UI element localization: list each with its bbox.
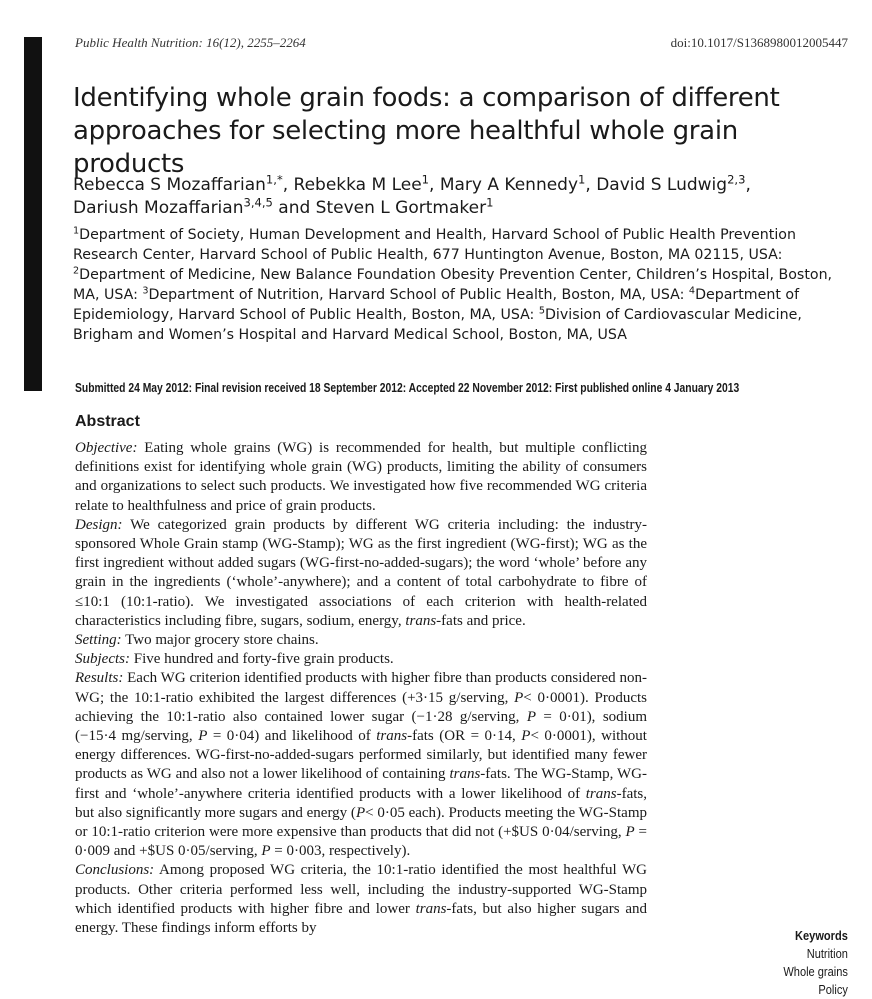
- author[interactable]: Steven L Gortmaker: [315, 198, 487, 218]
- author[interactable]: Rebekka M Lee: [293, 175, 422, 195]
- keyword-item[interactable]: Whole grains: [783, 964, 848, 979]
- author[interactable]: David S Ludwig: [596, 175, 728, 195]
- journal-citation: Public Health Nutrition: 16(12), 2255–2264: [75, 35, 306, 50]
- abstract-conclusions: Conclusions: Among proposed WG criteria, the 10:1-ratio identified the most healthful WG products. Other criteria performed less well, including the industry-supported WG-Stamp which identified products with higher fibre and lower trans-fats, but also higher sugars and energy. These findings inform efforts by: [75, 862, 647, 937]
- author-list: Rebecca S Mozaffarian$^{1,*}$, Rebekka M Lee$^1$, Mary A Kennedy$^1$, David S Ludwig$^{2,3}$, Dariush Mozaffarian$^{3,4,5}$ and Steven L Gortmaker$^1$: [73, 172, 751, 218]
- author[interactable]: Mary A Kennedy: [439, 175, 579, 195]
- abstract-objective: Objective: Eating whole grains (WG) is recommended for health, but multiple conflicting definitions exist for identifying whole grain (WG) products, limiting the ability of consumers and organizations to select such products. We investigated how five recommended WG criteria relate to healthfulness and price of grain products.: [75, 440, 647, 514]
- author[interactable]: Dariush Mozaffarian: [73, 198, 244, 218]
- affiliations: $^1$Department of Society, Human Development and Health, Harvard School of Public Health Prevention Research Center, Harvard School of Public Health, 677 Huntington Avenue, Boston, MA 02115, USA: $^2$Department of Medicine, New Balance Foundation Obesity Prevention Center, Children’s Hospital, Boston, MA, USA: $^3$Department of Nutrition, Harvard School of Public Health, Boston, MA, USA: $^4$Department of Epidemiology, Harvard School of Public Health, Boston, MA, USA: $^5$Division of Cardiovascular Medicine, Brigham and Women’s Hospital and Harvard Medical School, Boston, MA, USA: [73, 225, 833, 343]
- keywords-box: [772, 927, 848, 999]
- author[interactable]: Rebecca S Mozaffarian: [73, 175, 266, 195]
- keywords-heading: Keywords: [795, 928, 848, 943]
- abstract-design: Design: We categorized grain products by different WG criteria including: the industry-sponsored Whole Grain stamp (WG-Stamp); WG as the first ingredient (WG-first); WG as the first ingredient without added sugars (WG-first-no-added-sugars); the word ‘whole’ before any grain in the ingredients (‘whole’-anywhere); and a content of total carbohydrate to fibre of ≤10:1 (10:1-ratio). We investigated associations of each criterion with health-related characteristics including fibre, sugars, sodium, energy, trans-fats and price.: [75, 516, 647, 629]
- keyword-item[interactable]: Policy: [818, 982, 848, 997]
- abstract-subjects: Subjects: Five hundred and forty-five grain products.: [75, 651, 394, 668]
- abstract-heading: Abstract: [75, 413, 140, 430]
- keyword-item[interactable]: Nutrition: [806, 946, 848, 961]
- doi-link[interactable]: doi:10.1017/S1368980012005447: [670, 35, 848, 50]
- abstract-results: Results: Each WG criterion identified products with higher fibre than products considered non-WG; the 10:1-ratio exhibited the largest differences (+3·15 g/serving, P< 0·0001). Products achieving the 10:1-ratio also contained lower sugar (−1·28 g/serving, P = 0·01), sodium (−15·4 mg/serving, P = 0·04) and likelihood of trans-fats (OR = 0·14, P< 0·0001), without energy differences. WG-first-no-added-sugars performed similarly, but identified many fewer products as WG and also not a lower likelihood of containing trans-fats. The WG-Stamp, WG-first and ‘whole’-anywhere criteria identified products with a lower likelihood of trans-fats, but also significantly more sugars and energy (P< 0·05 each). Products meeting the WG-Stamp or 10:1-ratio criterion were more expensive than products that did not (+$US 0·04/serving, P = 0·009 and +$US 0·05/serving, P = 0·003, respectively).: [75, 670, 648, 860]
- margin-bar: [24, 37, 42, 391]
- submission-dates: Submitted 24 May 2012: Final revision received 18 September 2012: Accepted 22 November 2012: First published online 4 January 2013: [75, 381, 740, 395]
- abstract-body: [75, 439, 647, 938]
- abstract-setting: Setting: Two major grocery store chains.: [75, 632, 319, 649]
- article-title: Identifying whole grain foods: a comparison of different approaches for selecting more healthful whole grain products: [73, 83, 780, 179]
